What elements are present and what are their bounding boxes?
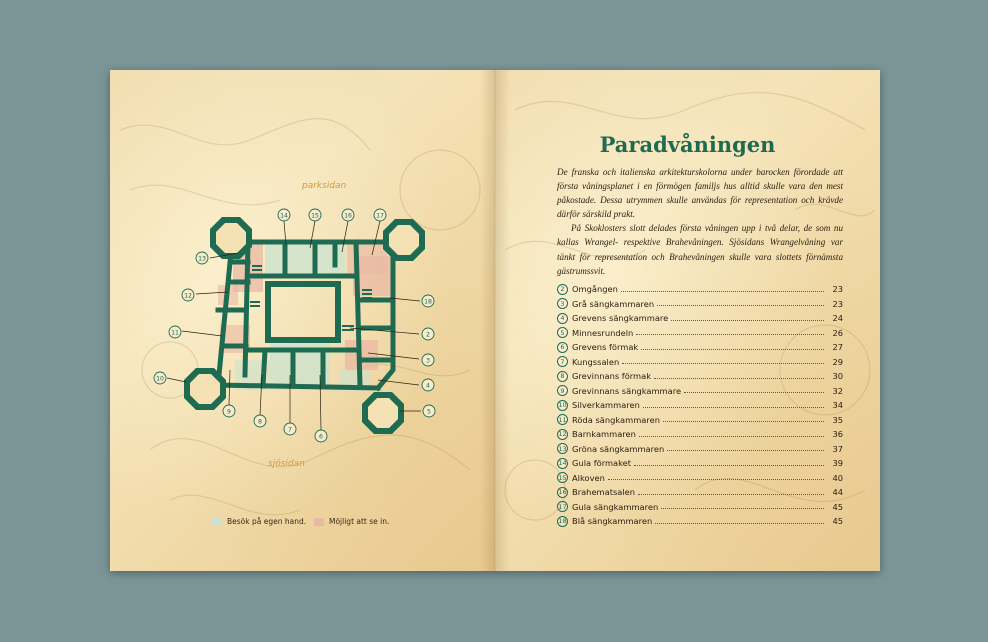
svg-text:7: 7 [288,426,292,434]
toc-label: Grevinnans sängkammare [572,385,682,396]
toc-label: Grevens sängkammare [572,313,669,324]
parkside-label: parksidan [302,181,347,191]
svg-text:15: 15 [311,212,319,220]
toc-item [557,311,843,326]
toc-page: 44 [832,487,843,498]
toc-number: 12 [558,430,567,439]
toc-label: Grå sängkammaren [572,298,655,309]
toc-page: 29 [832,356,843,367]
book-spread [110,70,880,571]
toc-item [557,326,843,341]
toc-number: 9 [557,385,568,396]
toc-number: 7 [557,356,568,367]
svg-text:4: 4 [426,382,430,390]
toc-item [557,442,843,457]
toc-label: Kungssalen [572,356,620,367]
plan-marker-16 [342,209,354,221]
toc-number: 3 [557,298,568,309]
svg-text:10: 10 [156,375,164,383]
toc-number: 17 [558,502,567,511]
toc-item [557,398,843,413]
toc-label: Gula förmaket [572,458,632,469]
toc-number: 5 [557,327,568,338]
toc-number: 16 [558,488,567,497]
toc-item [557,413,843,428]
plan-marker-8 [254,415,266,427]
plan-marker-9 [223,405,235,417]
room-index [557,282,843,529]
toc-number: 14 [558,459,567,468]
plan-marker-18 [422,295,434,307]
toc-number: 2 [557,284,568,295]
toc-page: 23 [832,284,843,295]
toc-page: 34 [832,400,843,411]
plan-marker-13 [196,252,208,264]
view-legend-label: Möjligt att se in. [329,517,390,526]
plan-marker-15 [309,209,321,221]
toc-item [557,297,843,312]
plan-marker-17 [374,209,386,221]
toc-label: Brahematsalen [572,487,636,498]
toc-page: 26 [832,327,843,338]
svg-text:18: 18 [424,298,432,306]
toc-page: 39 [832,458,843,469]
view-swatch [314,518,324,526]
toc-number: 10 [558,401,567,410]
toc-item [557,427,843,442]
toc-page: 45 [832,516,843,527]
toc-label: Grevens förmak [572,342,639,353]
toc-page: 36 [832,429,843,440]
toc-item [557,500,843,515]
svg-text:3: 3 [426,357,430,365]
svg-text:17: 17 [376,212,384,220]
toc-page: 23 [832,298,843,309]
legend-visit [212,517,306,526]
toc-label: Alkoven [572,472,605,483]
svg-text:11: 11 [171,329,179,337]
toc-label: Minnesrundeln [572,327,634,338]
toc-page: 35 [832,414,843,425]
toc-page: 40 [832,472,843,483]
right-page [495,70,880,571]
plan-marker-11 [169,326,181,338]
toc-page: 24 [832,313,843,324]
plan-marker-14 [278,209,290,221]
svg-text:12: 12 [184,292,192,300]
toc-label: Gröna sängkammaren [572,443,665,454]
intro-paragraph-1: De franska och italienska arkitekturskolorna under barocken förordade att första våningsplanet i en förmögen familjs hus alltid skulle vara den mest påkostade. Dessa utrymmen skulle användas för representation och krävde därför särskild prakt. [557,167,843,220]
svg-text:16: 16 [344,212,352,220]
intro-paragraph-2: På Skoklosters slott delades första våningen upp i två delar, de som nu kallas Wrangel- respektive Brahevåningen. Sjösidans Wrangelvåning var tänkt för representation och Brahevåningen skulle vara slottets förnämsta gästrumssvit. [557,223,843,276]
toc-label: Silverkammaren [572,400,640,411]
toc-number: 13 [558,444,567,453]
legend-view [314,517,389,526]
toc-label: Grevinnans förmak [572,371,652,382]
left-page [110,70,495,571]
toc-number: 18 [558,517,567,526]
toc-item [557,340,843,355]
toc-item [557,514,843,529]
plan-marker-4 [422,379,434,391]
svg-text:5: 5 [427,408,431,416]
plan-marker-5 [423,405,435,417]
toc-label: Barnkammaren [572,429,636,440]
toc-label: Blå sängkammaren [572,516,653,527]
plan-marker-6 [315,430,327,442]
toc-number: 11 [558,415,567,424]
toc-item [557,384,843,399]
toc-page: 30 [832,371,843,382]
toc-item [557,369,843,384]
svg-text:13: 13 [198,255,206,263]
plan-marker-3 [422,354,434,366]
floor-plan [110,70,495,571]
toc-label: Gula sängkammaren [572,501,659,512]
toc-page: 45 [832,501,843,512]
toc-item [557,456,843,471]
svg-text:9: 9 [227,408,231,416]
svg-text:6: 6 [319,433,323,441]
svg-text:2: 2 [426,331,430,339]
toc-item [557,471,843,486]
toc-number: 8 [557,371,568,382]
page-title: Paradvåningen [599,132,776,157]
svg-text:14: 14 [280,212,288,220]
toc-page: 37 [832,443,843,454]
plan-marker-2 [422,328,434,340]
toc-page: 32 [832,385,843,396]
plan-marker-12 [182,289,194,301]
toc-item [557,355,843,370]
toc-item [557,485,843,500]
toc-number: 6 [557,342,568,353]
toc-number: 15 [558,473,567,482]
visit-legend-label: Besök på egen hand. [227,517,307,526]
plan-marker-10 [154,372,166,384]
svg-text:8: 8 [258,418,262,426]
toc-number: 4 [557,313,568,324]
toc-label: Röda sängkammaren [572,414,660,425]
visit-swatch [212,518,222,526]
toc-label: Omgången [572,284,618,295]
toc-item [557,282,843,297]
plan-marker-7 [284,423,296,435]
lakeside-label: sjösidan [268,459,305,469]
toc-page: 27 [832,342,843,353]
intro-text [557,165,843,278]
